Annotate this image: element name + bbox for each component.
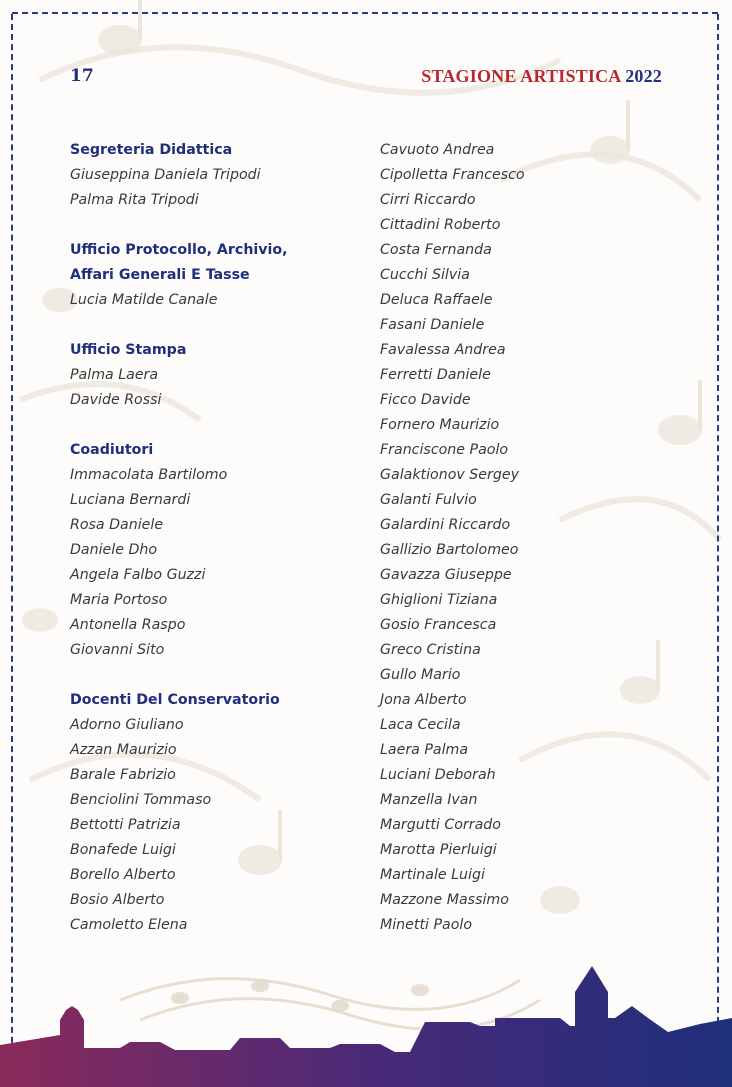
staff-name: Antonella Raspo xyxy=(70,617,186,633)
staff-name: Giovanni Sito xyxy=(70,642,165,658)
staff-name: Palma Rita Tripodi xyxy=(70,192,199,208)
staff-name: Laca Cecila xyxy=(380,717,461,733)
staff-name: Galardini Riccardo xyxy=(380,517,511,533)
staff-name: Manzella Ivan xyxy=(380,792,478,808)
staff-name: Camoletto Elena xyxy=(70,917,188,933)
staff-name: Ferretti Daniele xyxy=(380,367,491,383)
staff-name: Cucchi Silvia xyxy=(380,267,470,283)
staff-name: Luciani Deborah xyxy=(380,767,496,783)
spacer xyxy=(70,213,370,238)
staff-name: Gavazza Giuseppe xyxy=(380,567,512,583)
staff-name: Cavuoto Andrea xyxy=(380,142,495,158)
section-heading: Coadiutori xyxy=(70,442,154,458)
staff-name: Deluca Raffaele xyxy=(380,292,493,308)
staff-name: Gosio Francesca xyxy=(380,617,497,633)
staff-name: Adorno Giuliano xyxy=(70,717,184,733)
dashed-frame-left xyxy=(11,14,13,1073)
header-title xyxy=(421,66,662,87)
staff-name: Cittadini Roberto xyxy=(380,217,501,233)
staff-name: Fornero Maurizio xyxy=(380,417,500,433)
right-column xyxy=(380,138,680,938)
section-heading: Segreteria Didattica xyxy=(70,142,233,158)
staff-name: Gallizio Bartolomeo xyxy=(380,542,519,558)
header-title-year: 2022 xyxy=(625,66,662,86)
staff-name: Borello Alberto xyxy=(70,867,176,883)
staff-name: Fasani Daniele xyxy=(380,317,485,333)
dashed-frame-top xyxy=(12,12,718,14)
staff-name: Mazzone Massimo xyxy=(380,892,509,908)
section-heading: Affari Generali E Tasse xyxy=(70,267,250,283)
staff-name: Franciscone Paolo xyxy=(380,442,509,458)
staff-name: Benciolini Tommaso xyxy=(70,792,212,808)
section-heading: Docenti Del Conservatorio xyxy=(70,692,280,708)
staff-name: Marotta Pierluigi xyxy=(380,842,497,858)
spacer xyxy=(70,313,370,338)
page-number: 17 xyxy=(70,66,94,86)
staff-name: Rosa Daniele xyxy=(70,517,164,533)
staff-name: Daniele Dho xyxy=(70,542,158,558)
staff-name: Bonafede Luigi xyxy=(70,842,176,858)
spacer xyxy=(70,663,370,688)
staff-name: Cipolletta Francesco xyxy=(380,167,525,183)
staff-name: Maria Portoso xyxy=(70,592,168,608)
staff-name: Margutti Corrado xyxy=(380,817,501,833)
staff-name: Jona Alberto xyxy=(380,692,467,708)
staff-name: Ghiglioni Tiziana xyxy=(380,592,498,608)
staff-name: Martinale Luigi xyxy=(380,867,485,883)
header-title-season: STAGIONE ARTISTICA xyxy=(421,66,621,86)
staff-name: Immacolata Bartilomo xyxy=(70,467,228,483)
staff-name: Lucia Matilde Canale xyxy=(70,292,218,308)
staff-name: Barale Fabrizio xyxy=(70,767,176,783)
staff-name: Angela Falbo Guzzi xyxy=(70,567,206,583)
staff-name: Ficco Davide xyxy=(380,392,471,408)
staff-name: Bosio Alberto xyxy=(70,892,165,908)
section-heading: Ufficio Stampa xyxy=(70,342,187,358)
staff-name: Bettotti Patrizia xyxy=(70,817,181,833)
city-skyline-silhouette xyxy=(0,940,732,1087)
section-heading: Ufficio Protocollo, Archivio, xyxy=(70,242,288,258)
staff-name: Gullo Mario xyxy=(380,667,461,683)
staff-name: Galaktionov Sergey xyxy=(380,467,520,483)
staff-name: Giuseppina Daniela Tripodi xyxy=(70,167,261,183)
staff-name: Cirri Riccardo xyxy=(380,192,476,208)
staff-name: Azzan Maurizio xyxy=(70,742,177,758)
staff-name: Greco Cristina xyxy=(380,642,481,658)
spacer xyxy=(70,413,370,438)
staff-name: Costa Fernanda xyxy=(380,242,492,258)
staff-name: Favalessa Andrea xyxy=(380,342,506,358)
staff-name: Davide Rossi xyxy=(70,392,162,408)
dashed-frame-right xyxy=(717,14,719,1073)
staff-name: Minetti Paolo xyxy=(380,917,473,933)
staff-name: Galanti Fulvio xyxy=(380,492,477,508)
staff-name: Luciana Bernardi xyxy=(70,492,191,508)
staff-name: Laera Palma xyxy=(380,742,469,758)
staff-name: Palma Laera xyxy=(70,367,159,383)
left-column xyxy=(70,138,370,938)
